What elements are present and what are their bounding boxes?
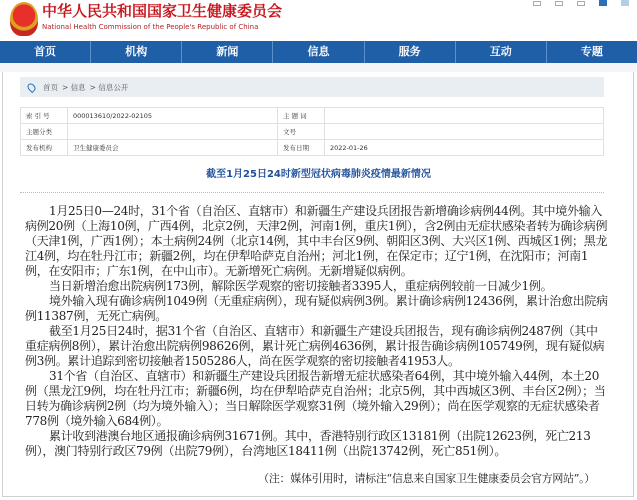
language-toggle-alt-icon[interactable] — [621, 0, 629, 6]
article-body — [25, 204, 609, 486]
weibo-icon[interactable] — [555, 1, 563, 6]
breadcrumb-info-public[interactable]: > 信息公开 — [89, 82, 129, 92]
breadcrumb — [20, 77, 604, 97]
category-value — [68, 124, 278, 140]
date-value: 2022-01-26 — [325, 140, 604, 156]
nav-organization[interactable]: 机构 — [91, 41, 182, 63]
doc-number-label: 文号 — [278, 124, 325, 140]
nav-home[interactable]: 首页 — [0, 41, 91, 63]
paragraph: 31个省（自治区、直辖市）和新疆生产建设兵团报告新增无症状感染者64例，其中境外输入44例，本土20例（黑龙江9例，均在牡丹江市；新疆6例，均在伊犁哈萨克自治州；北京5例，其中西城区3例、丰台区2例）；当日转为确诊病例2例（均为境外输入）；当日解除医学观察31例（境外输入29例）；尚在医学观察的无症状感染者778例（境外输入684例）。 — [25, 369, 606, 428]
site-title[interactable]: 中华人民共和国国家卫生健康委员会 — [42, 2, 283, 20]
location-pin-icon — [26, 81, 37, 92]
breadcrumb-info[interactable]: > 信息 — [62, 82, 86, 92]
org-value: 卫生健康委员会 — [68, 140, 278, 156]
nav-topics[interactable]: 专题 — [580, 45, 603, 58]
doc-number-value — [325, 124, 604, 140]
metadata-table — [20, 107, 604, 156]
language-toggle-icon[interactable] — [599, 0, 607, 6]
mail-icon[interactable] — [533, 1, 541, 6]
category-label: 主题分类 — [21, 124, 68, 140]
site-subtitle: National Health Commission of the People's Republic of China — [42, 23, 259, 31]
topic-value — [325, 108, 604, 124]
nav-services[interactable]: 服务 — [365, 41, 456, 63]
date-label: 发布日期 — [278, 140, 325, 156]
paragraph: 境外输入现有确诊病例1049例（无重症病例），现有疑似病例3例。累计确诊病例12436例，累计治愈出院病例11387例，无死亡病例。 — [25, 294, 608, 323]
nav-band — [0, 63, 637, 72]
wechat-icon[interactable] — [577, 1, 585, 6]
nav-interaction[interactable]: 互动 — [456, 41, 547, 63]
paragraph: 1月25日0—24时，31个省（自治区、直辖市）和新疆生产建设兵团报告新增确诊病例44例。其中境外输入病例20例（上海10例，广西4例，北京2例，天津2例，河南1例，重庆1例），含2例由无症状感染者转为确诊病例（天津1例，广西1例）；本土病例24例（北京14例，其中丰台区9例、朝阳区3例、大兴区1例、西城区1例；黑龙江4例，均在牡丹江市；新疆2例，均在伊犁哈萨克自治州；河北1例，在保定市；辽宁1例，在沈阳市；河南1例，在安阳市；广东1例，在中山市）。无新增死亡病例。无新增疑似病例。 — [25, 204, 608, 278]
nav-news[interactable]: 新闻 — [182, 41, 273, 63]
index-value: 000013610/2022-02105 — [68, 108, 278, 124]
paragraph: 当日新增治愈出院病例173例，解除医学观察的密切接触者3395人，重症病例较前一日减少1例。 — [49, 279, 553, 293]
org-label: 发布机构 — [21, 140, 68, 156]
top-toolbar — [533, 0, 629, 6]
main-nav — [0, 41, 637, 63]
topic-label: 主 题 词 — [278, 108, 325, 124]
national-emblem-logo — [10, 2, 38, 36]
index-label: 索 引 号 — [21, 108, 68, 124]
divider — [20, 192, 604, 193]
source-note: （注：媒体引用时，请标注“信息来自国家卫生健康委员会官方网站”。） — [258, 472, 595, 485]
article-title: 截至1月25日24时新型冠状病毒肺炎疫情最新情况 — [206, 169, 431, 180]
breadcrumb-home[interactable]: 首页 — [43, 82, 58, 92]
paragraph: 截至1月25日24时，据31个省（自治区、直辖市）和新疆生产建设兵团报告，现有确诊病例2487例（其中重症病例8例），累计治愈出院病例98626例，累计死亡病例4636例，累计报告确诊病例105749例，现有疑似病例3例。累计追踪到密切接触者1505286人，尚在医学观察的密切接触者41953人。 — [25, 324, 605, 368]
paragraph: 累计收到港澳台地区通报确诊病例31671例。其中，香港特别行政区13181例（出院12623例，死亡213例），澳门特别行政区79例（出院79例），台湾地区18411例（出院13742例，死亡851例）。 — [25, 429, 591, 458]
site-header — [0, 0, 637, 41]
nav-information[interactable]: 信息 — [273, 41, 364, 63]
